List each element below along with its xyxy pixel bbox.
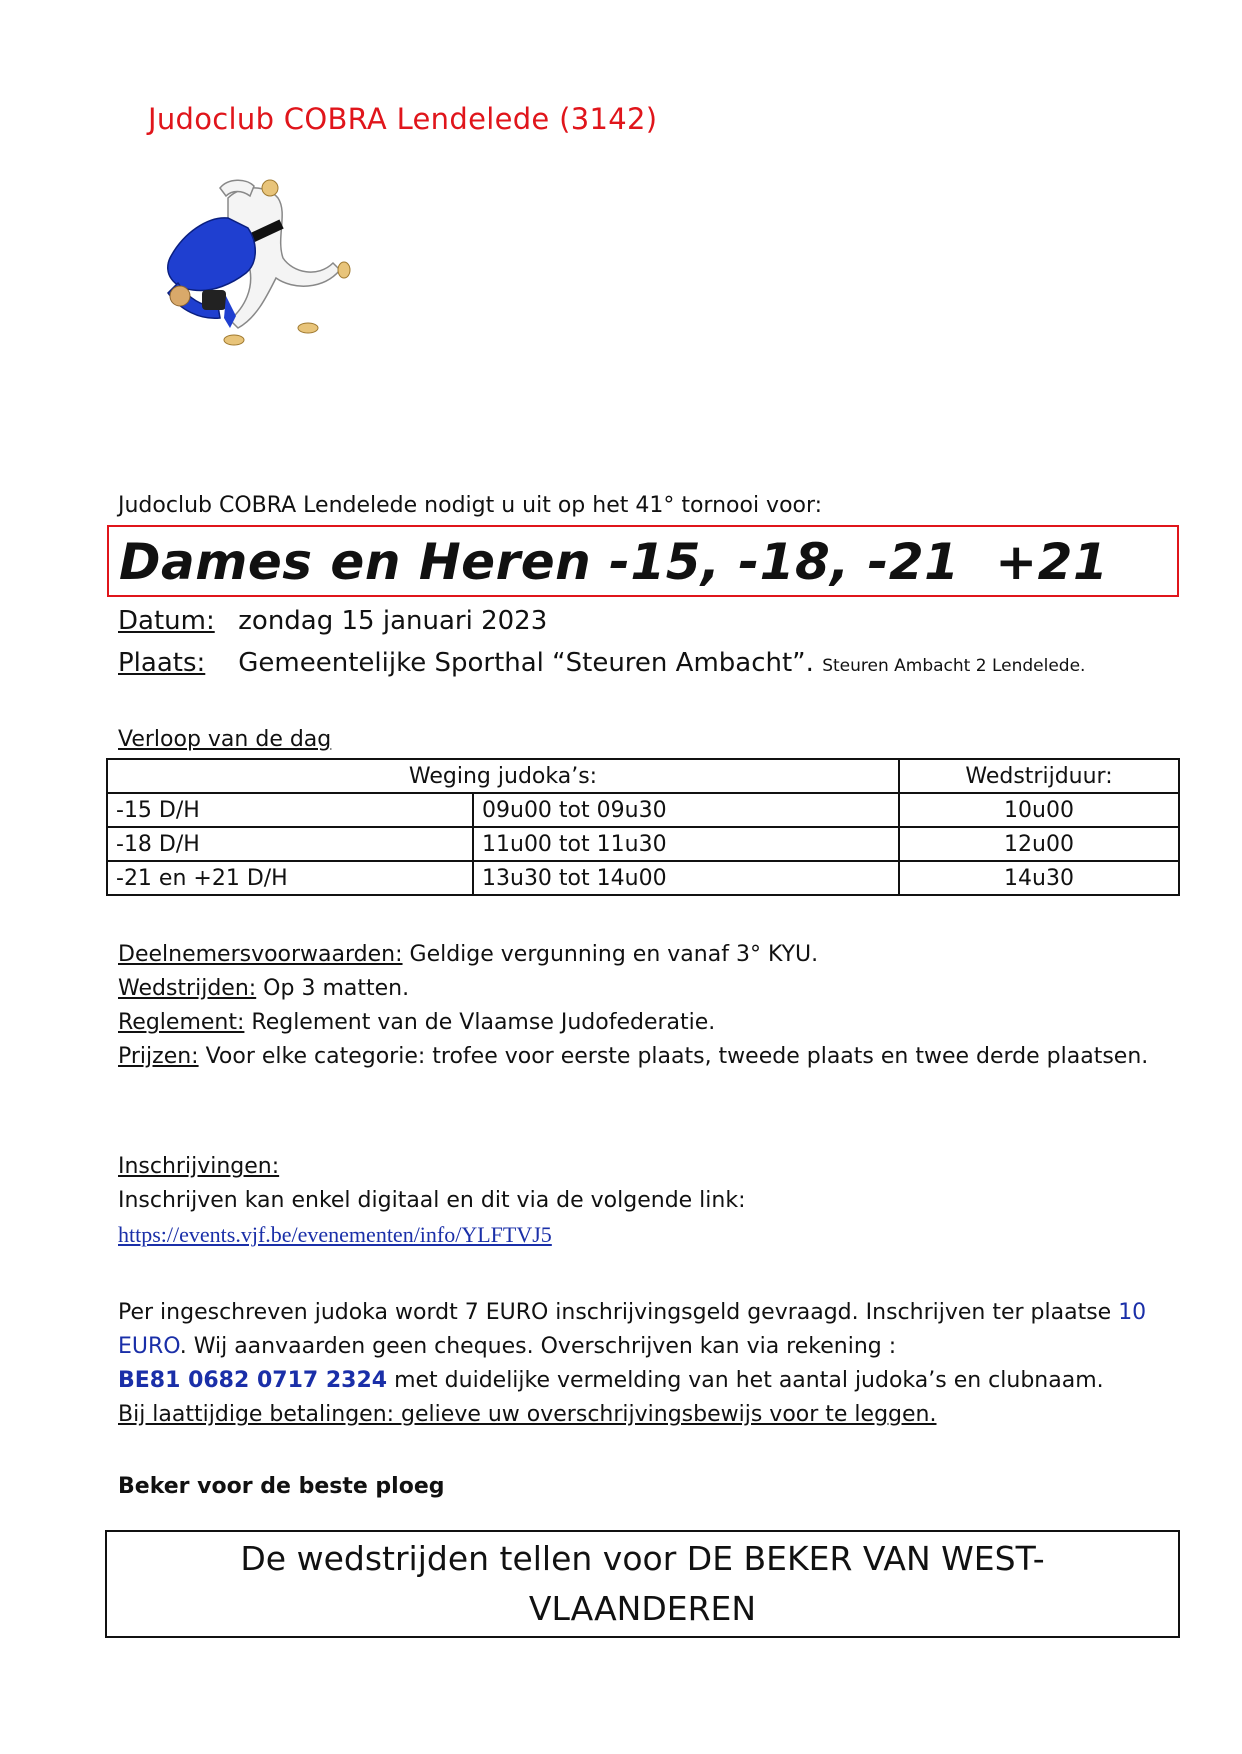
category-cell: -15 D/H <box>107 793 473 827</box>
category-cell: -18 D/H <box>107 827 473 861</box>
onsite-price: 10 EURO <box>118 1300 1147 1359</box>
intro-text: Judoclub COBRA Lendelede nodigt u uit op het 41° tornooi voor: <box>118 493 823 518</box>
wedstrijd-cell: 10u00 <box>899 793 1179 827</box>
deelnemers-value: Geldige vergunning en vanaf 3° KYU. <box>402 942 819 967</box>
location-value: Gemeentelijke Sporthal “Steuren Ambacht”. <box>238 648 814 678</box>
date-value: zondag 15 januari 2023 <box>238 606 548 636</box>
table-row <box>107 861 1179 895</box>
payment-text-3: met duidelijke vermelding van het aantal judoka’s en clubnaam. <box>387 1368 1104 1393</box>
footer-text: De wedstrijden tellen voor DE BEKER VAN WEST-VLAANDEREN <box>240 1539 1045 1628</box>
registration-block <box>118 1150 1178 1253</box>
table-row <box>107 827 1179 861</box>
weging-cell: 13u30 tot 14u00 <box>473 861 899 895</box>
headline-box <box>107 525 1179 597</box>
weging-header: Weging judoka’s: <box>107 759 899 793</box>
payment-text-1: Per ingeschreven judoka wordt 7 EURO inschrijvingsgeld gevraagd. Inschrijven ter plaatse <box>118 1300 1119 1325</box>
location-row <box>118 648 1085 678</box>
wedstrijd-cell: 12u00 <box>899 827 1179 861</box>
wedstrijden-value: Op 3 matten. <box>256 976 410 1001</box>
schedule-label: Verloop van de dag <box>118 727 332 752</box>
prijzen-value: Voor elke categorie: trofee voor eerste plaats, tweede plaats en twee derde plaatsen. <box>198 1044 1149 1069</box>
wedstrijd-cell: 14u30 <box>899 861 1179 895</box>
category-cell: -21 en +21 D/H <box>107 861 473 895</box>
payment-block <box>118 1296 1178 1432</box>
event-headline: Dames en Heren -15, -18, -21 +21 <box>119 533 1109 591</box>
table-header-row <box>107 759 1179 793</box>
date-row <box>118 606 547 636</box>
registration-text: Inschrijven kan enkel digitaal en dit via de volgende link: <box>118 1188 746 1213</box>
registration-link[interactable]: https://events.vjf.be/evenementen/info/YLFTVJ5 <box>118 1222 552 1247</box>
location-label: Plaats: <box>118 648 206 678</box>
reglement-label: Reglement: <box>118 1010 245 1035</box>
table-row <box>107 793 1179 827</box>
weging-cell: 09u00 tot 09u30 <box>473 793 899 827</box>
reglement-value: Reglement van de Vlaamse Judofederatie. <box>244 1010 716 1035</box>
club-title: Judoclub COBRA Lendelede (3142) <box>148 102 658 136</box>
deelnemers-label: Deelnemersvoorwaarden: <box>118 942 403 967</box>
prijzen-label: Prijzen: <box>118 1044 199 1069</box>
iban-number: BE81 0682 0717 2324 <box>118 1368 388 1393</box>
weging-cell: 11u00 tot 11u30 <box>473 827 899 861</box>
location-address: Steuren Ambacht 2 Lendelede. <box>822 656 1086 676</box>
wedstrijden-label: Wedstrijden: <box>118 976 257 1001</box>
beker-note: Beker voor de beste ploeg <box>118 1474 445 1499</box>
payment-text-2: . Wij aanvaarden geen cheques. Overschrijven kan via rekening : <box>179 1334 897 1359</box>
registration-label: Inschrijvingen: <box>118 1154 280 1179</box>
schedule-table <box>106 758 1180 896</box>
judo-throw-illustration <box>158 178 354 348</box>
footer-box <box>105 1530 1180 1638</box>
wedstrijd-header: Wedstrijduur: <box>899 759 1179 793</box>
conditions-block <box>118 938 1178 1074</box>
date-label: Datum: <box>118 606 215 636</box>
late-payment-note: Bij laattijdige betalingen: gelieve uw overschrijvingsbewijs voor te leggen. <box>118 1402 937 1427</box>
